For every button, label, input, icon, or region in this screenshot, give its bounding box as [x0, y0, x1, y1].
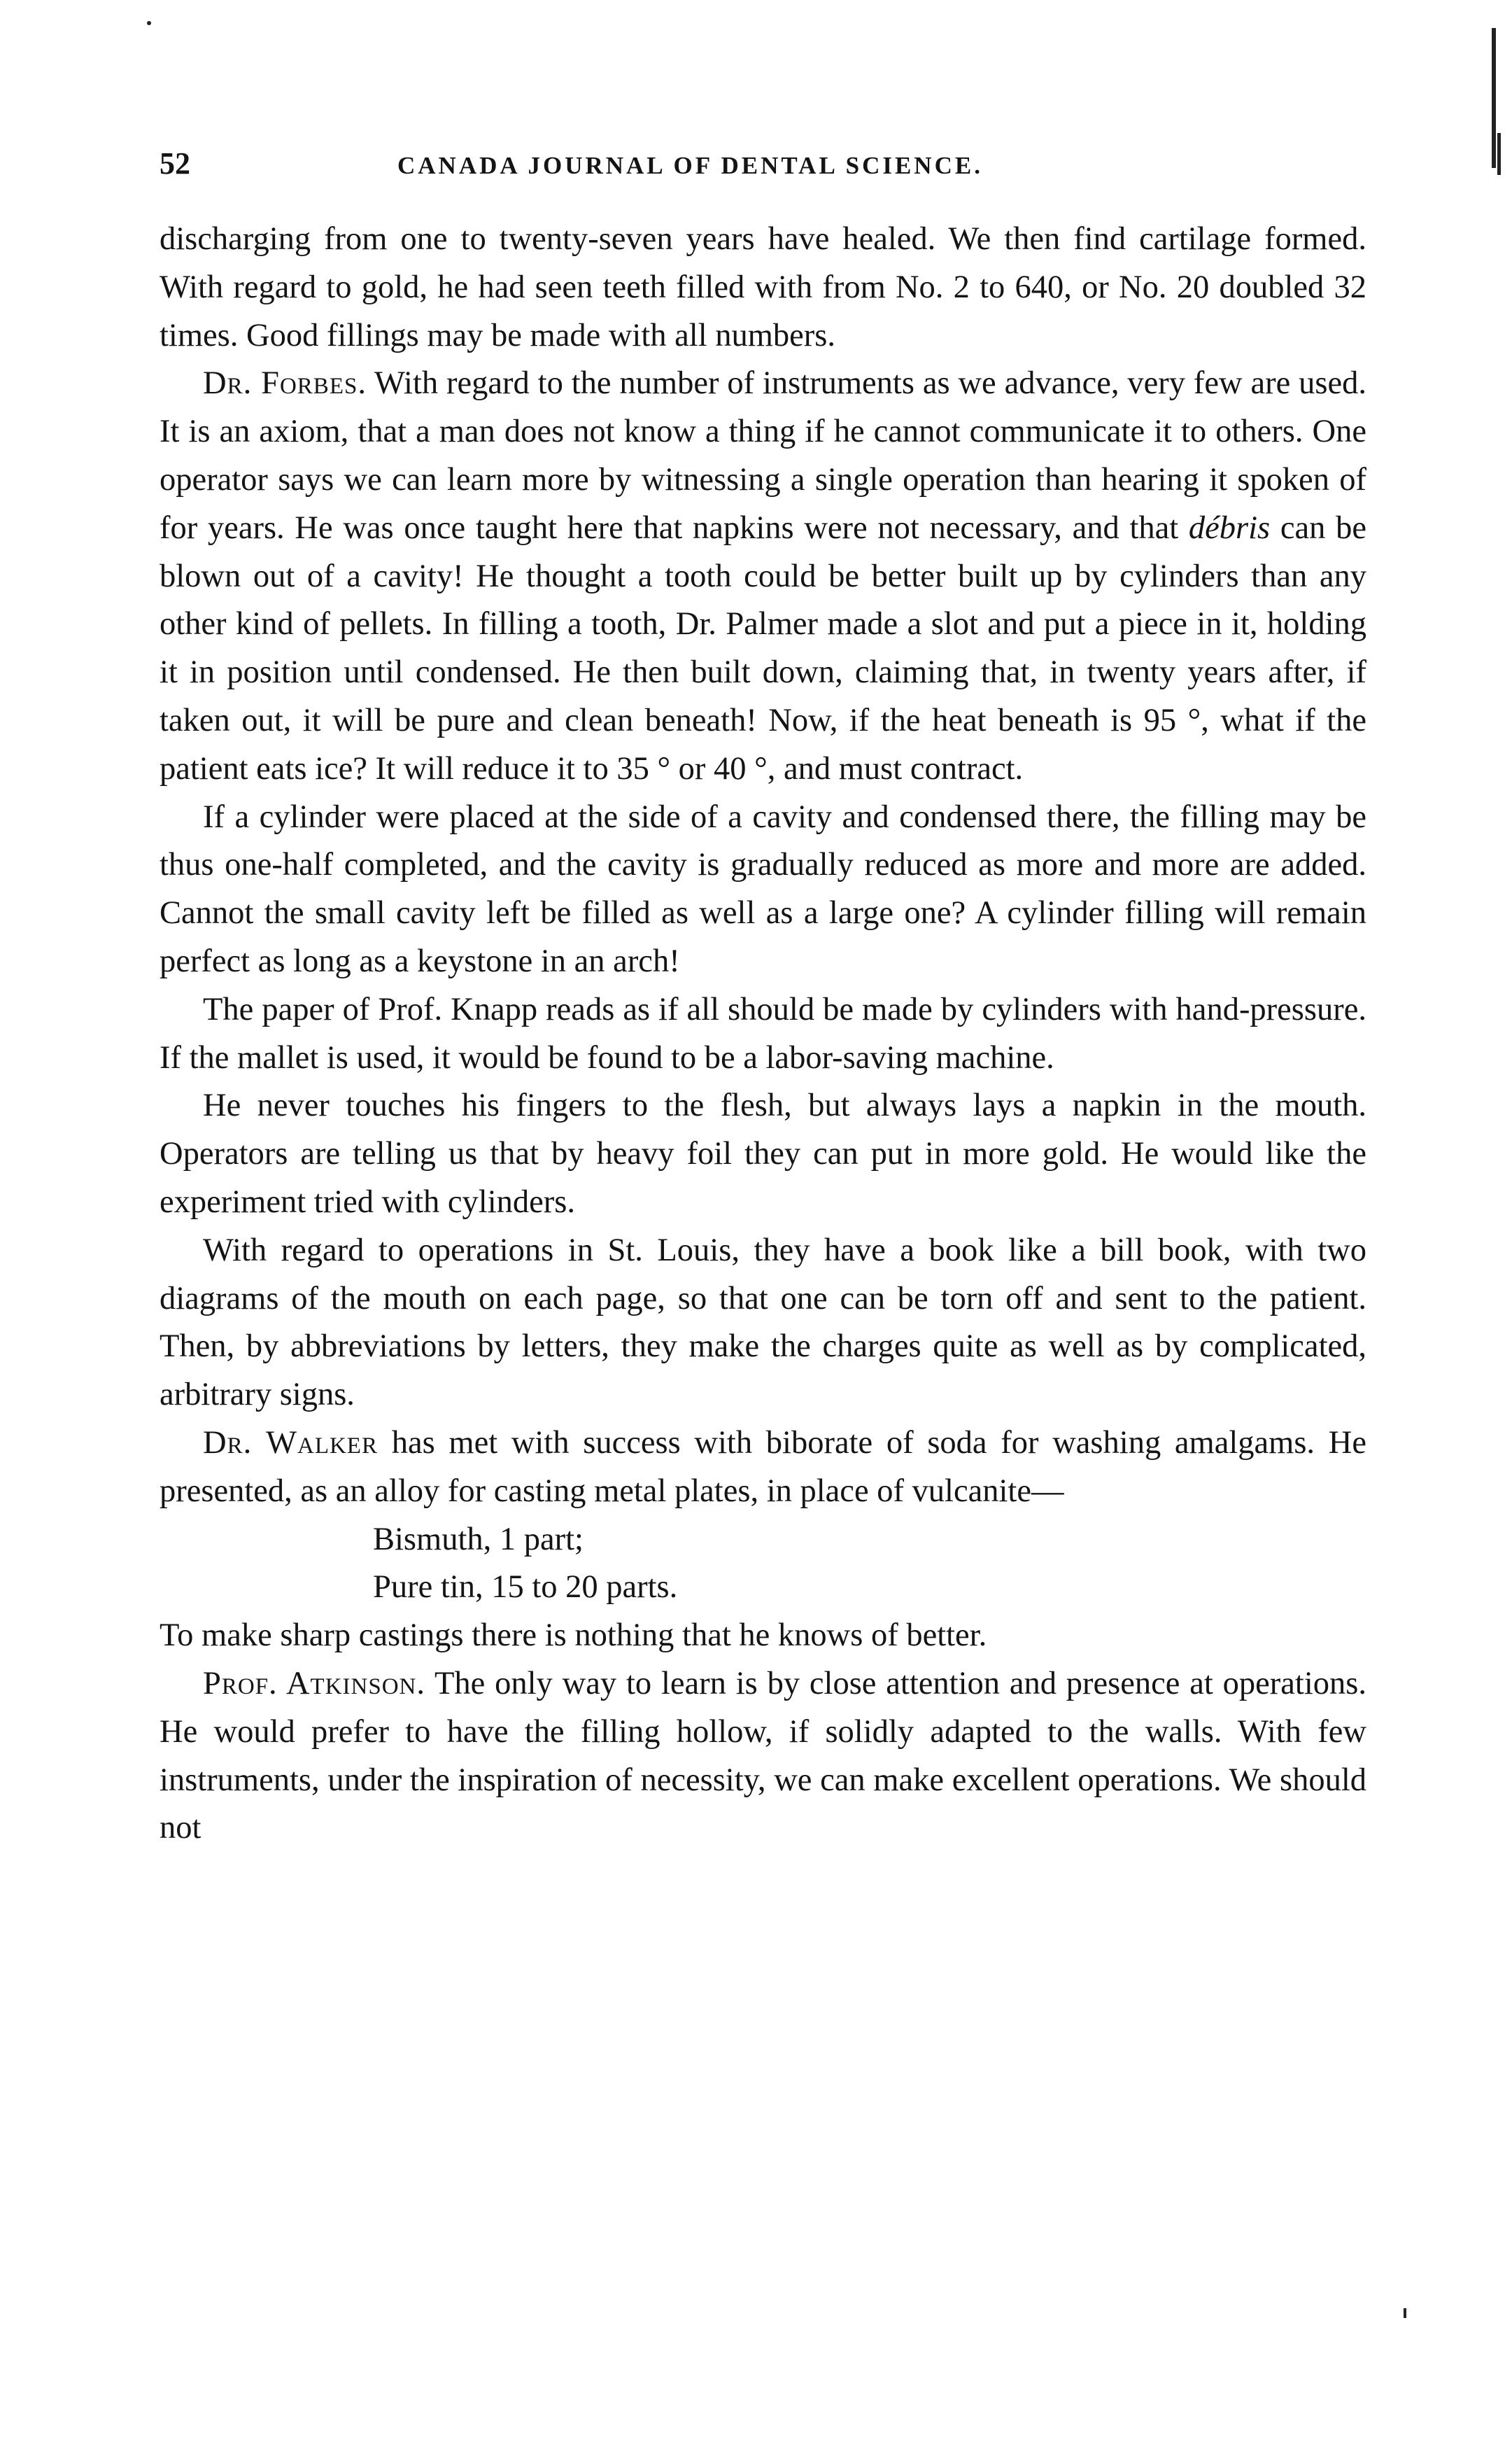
speaker-walker: Dr. Walker [203, 1424, 378, 1461]
speck-mark [147, 21, 151, 25]
paragraph-4: The paper of Prof. Knapp reads as if all should be made by cylinders with hand-pressure. If the mallet is used, it would be found to be a labor-saving machine. [160, 991, 1366, 1076]
paragraph-6: With regard to operations in St. Louis, they have a book like a bill book, with two diagrams of the mouth on each page, so that one can be torn off and sent to the patient. Then, by abbreviations by letters, they make the charges quite as well as by complicated, arbitrary signs. [160, 1232, 1366, 1413]
paragraph-9 [160, 1660, 1366, 1853]
paragraph-2 [160, 360, 1366, 793]
journal-page [160, 146, 1366, 1853]
speck-mark [1404, 2308, 1406, 2318]
running-title: CANADA JOURNAL OF DENTAL SCIENCE. [397, 152, 983, 179]
page-number: 52 [160, 146, 190, 181]
paragraph-5: He never touches his fingers to the flesh, but always lays a napkin in the mouth. Operators are telling us that by heavy foil they can put in more gold. He would like the experiment tried with cylinders. [160, 1088, 1366, 1220]
paragraph-2-text-b: can be blown out of a cavity! He thought a tooth could be better built up by cylinders than any other kind of pellets. In filling a tooth, Dr. Palmer made a slot and put a piece in it, holding it in position until condensed. He then built down, claiming that, in twenty years after, if taken out, it will be pure and clean beneath! Now, if the heat beneath is 95 °, what if the patient eats ice? It will reduce it to 35 ° or 40 °, and must contract. [160, 510, 1366, 787]
paragraph-7-text: has met with success with biborate of soda for washing amalgams. He presented, as an alloy for casting metal plates, in place of vulcanite— [160, 1424, 1366, 1509]
paragraph-3: If a cylinder were placed at the side of a cavity and condensed there, the filling may be thus one-half completed, and the cavity is gradually reduced as more and more are added. Cannot the small cavity left be filled as well as a large one? A cylinder filling will remain perfect as long as a keystone in an arch! [160, 799, 1366, 979]
speaker-forbes: Dr. Forbes. [203, 365, 367, 402]
paragraph-8: To make sharp castings there is nothing that he knows of better. [160, 1617, 987, 1654]
alloy-recipe [373, 1516, 1366, 1613]
speaker-atkinson: Prof. Atkinson. [203, 1665, 425, 1701]
paragraph-2-text-a: With regard to the number of instruments as we advance, very few are used. It is an axiom, that a man does not know a thing if he cannot communicate it to others. One operator says we can learn more by witnessing a single operation than hearing it spoken of for years. He was once taught here that napkins were not necessary, and that [160, 365, 1367, 546]
page-edge-mark [1497, 133, 1501, 175]
page-edge-mark [1492, 28, 1496, 168]
italic-debris: débris [1188, 510, 1271, 546]
recipe-line-bismuth: Bismuth, 1 part; [373, 1521, 584, 1557]
paragraph-9-text: The only way to learn is by close attention and presence at operations. He would prefer to have the filling hollow, if solidly adapted to the walls. With few instruments, under the inspiration of necessity, we can make excellent operations. We should not [160, 1665, 1366, 1846]
paragraph-1: discharging from one to twenty-seven years have healed. We then find cartilage formed. With regard to gold, he had seen teeth filled with from No. 2 to 640, or No. 20 doubled 32 times. Good fillings may be made with all numbers. [160, 221, 1366, 353]
recipe-line-tin: Pure tin, 15 to 20 parts. [373, 1569, 678, 1606]
paragraph-7 [160, 1419, 1366, 1516]
page-header [160, 146, 1366, 189]
